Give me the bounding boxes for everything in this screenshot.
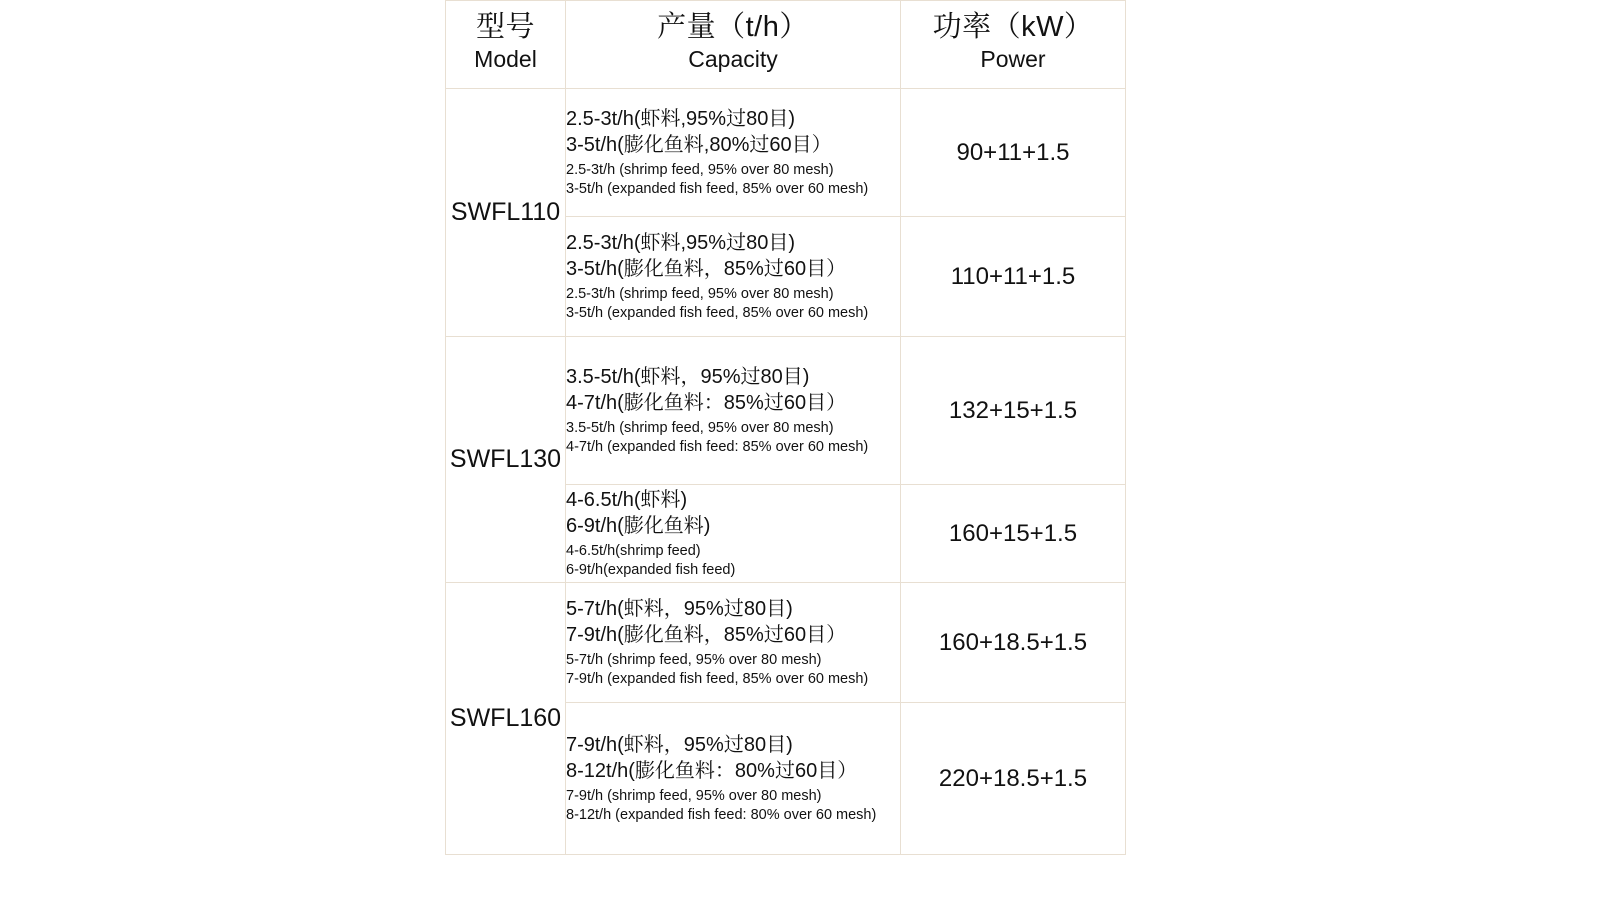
capacity-text-en: 3.5-5t/h (shrimp feed, 95% over 80 mesh) 4-7t/h (expanded fish feed: 85% over 60 mesh) (566, 420, 869, 455)
capacity-text-cn: 7-9t/h(虾料，95%过80目) 8-12t/h(膨化鱼料：80%过60目） (566, 734, 858, 783)
header-cell-capacity (566, 1, 901, 89)
capacity-cell (566, 217, 901, 337)
capacity-text-en: 5-7t/h (shrimp feed, 95% over 80 mesh) 7-9t/h (expanded fish feed, 85% over 60 mesh) (566, 652, 869, 687)
header-capacity-cn: 产量（t/h） (657, 11, 809, 44)
model-cell-swfl160: SWFL160 (446, 583, 566, 855)
header-model-cn: 型号 (475, 11, 535, 44)
header-power-en: Power (980, 46, 1046, 73)
header-power-cn: 功率（kW） (932, 11, 1094, 44)
power-cell: 90+11+1.5 (901, 89, 1126, 217)
power-cell: 160+18.5+1.5 (901, 583, 1126, 703)
table-header (446, 1, 1126, 89)
header-capacity-en: Capacity (688, 46, 778, 73)
table-row (446, 337, 1126, 485)
power-cell: 160+15+1.5 (901, 485, 1126, 583)
specification-table (445, 0, 1126, 855)
capacity-text-cn: 3.5-5t/h(虾料，95%过80目) 4-7t/h(膨化鱼料：85%过60目） (566, 366, 847, 415)
power-cell: 132+15+1.5 (901, 337, 1126, 485)
power-cell: 220+18.5+1.5 (901, 703, 1126, 855)
capacity-text-en: 2.5-3t/h (shrimp feed, 95% over 80 mesh) 3-5t/h (expanded fish feed, 85% over 60 mesh) (566, 162, 869, 197)
table-body (446, 89, 1126, 855)
model-cell-swfl130: SWFL130 (446, 337, 566, 583)
capacity-cell (566, 485, 901, 583)
capacity-text-en: 7-9t/h (shrimp feed, 95% over 80 mesh) 8-12t/h (expanded fish feed: 80% over 60 mesh) (566, 788, 877, 823)
model-cell-swfl110: SWFL110 (446, 89, 566, 337)
header-model-en: Model (474, 46, 537, 73)
capacity-text-cn: 4-6.5t/h(虾料) 6-9t/h(膨化鱼料) (566, 489, 711, 538)
capacity-text-en: 2.5-3t/h (shrimp feed, 95% over 80 mesh) 3-5t/h (expanded fish feed, 85% over 60 mesh) (566, 286, 869, 321)
header-cell-power (901, 1, 1126, 89)
capacity-cell (566, 89, 901, 217)
capacity-text-cn: 2.5-3t/h(虾料,95%过80目) 3-5t/h(膨化鱼料，85%过60目） (566, 232, 847, 281)
capacity-cell (566, 583, 901, 703)
header-cell-model (446, 1, 566, 89)
table-row (446, 89, 1126, 217)
capacity-text-cn: 5-7t/h(虾料，95%过80目) 7-9t/h(膨化鱼料，85%过60目） (566, 598, 847, 647)
capacity-text-cn: 2.5-3t/h(虾料,95%过80目) 3-5t/h(膨化鱼料,80%过60目） (566, 108, 832, 157)
power-cell: 110+11+1.5 (901, 217, 1126, 337)
header-row (446, 1, 1126, 89)
capacity-cell (566, 337, 901, 485)
table-row (446, 583, 1126, 703)
capacity-cell (566, 703, 901, 855)
capacity-text-en: 4-6.5t/h(shrimp feed) 6-9t/h(expanded fish feed) (566, 543, 736, 578)
